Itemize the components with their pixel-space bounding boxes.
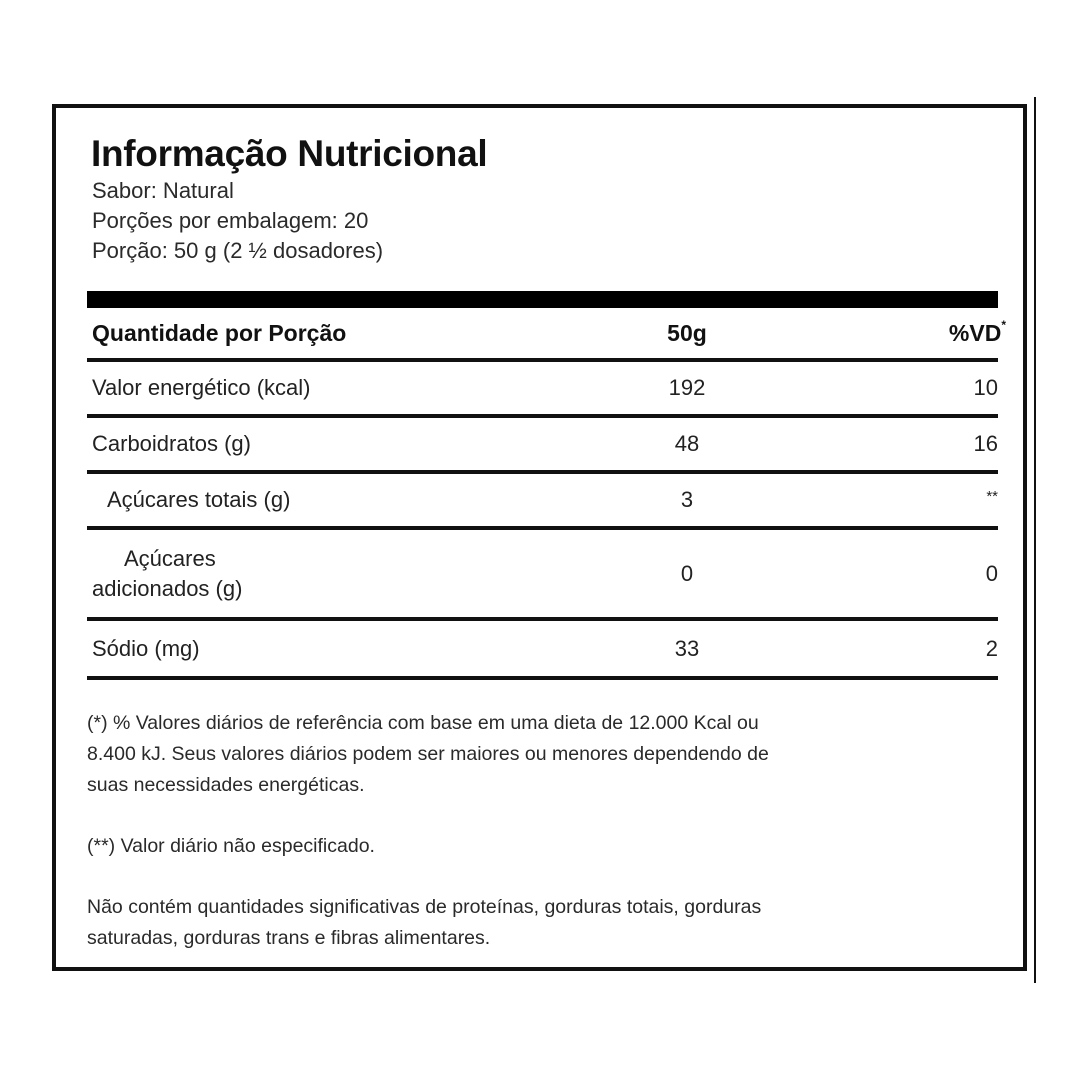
row-quantity: 0: [680, 560, 694, 586]
flavor-text: Sabor: Natural: [92, 178, 234, 203]
row-quantity: 48: [674, 431, 700, 456]
table-row: [87, 418, 998, 474]
serving-size-text: Porção: 50 g (2 ½ dosadores): [92, 238, 384, 263]
row-dv: 16: [973, 431, 998, 456]
row-quantity: 3: [680, 487, 694, 512]
nutrition-table: [87, 291, 1006, 680]
row-label: Carboidratos (g): [92, 431, 251, 456]
row-quantity: 33: [674, 635, 700, 661]
header-label: Quantidade por Porção: [92, 320, 347, 346]
footnotes: [87, 708, 987, 954]
row-label: Sódio (mg): [92, 635, 200, 661]
servings-per-package-text: Porções por embalagem: 20: [92, 208, 369, 233]
table-header-row: [87, 308, 1006, 362]
row-dv: 2: [985, 635, 998, 661]
table-row: [87, 621, 998, 680]
outer-vertical-rule: [1034, 97, 1036, 983]
header-dv: %VD*: [948, 317, 1006, 346]
row-dv: 10: [973, 375, 998, 400]
header-quantity: 50g: [667, 319, 707, 346]
row-dv: **: [986, 488, 998, 505]
row-quantity: 192: [668, 375, 706, 400]
nutrition-facts-label: [52, 104, 1027, 971]
row-label: Açúcares totais (g): [107, 487, 291, 512]
thick-divider: [87, 291, 998, 308]
label-title: Informação Nutricional: [91, 133, 488, 174]
footnote-dv-not-specified: (**) Valor diário não especificado.: [87, 835, 375, 857]
label-meta: [92, 176, 383, 266]
table-row: [87, 474, 998, 530]
row-label: Açúcares adicionados (g): [92, 545, 243, 601]
dv-asterisk: *: [1001, 317, 1006, 332]
footnote-not-significant: Não contém quantidades significativas de proteínas, gorduras totais, gorduras saturadas, gorduras trans e fibras alimentares.: [87, 896, 762, 949]
table-row: [87, 362, 998, 418]
footnote-dv-reference: (*) % Valores diários de referência com base em uma dieta de 12.000 Kcal ou 8.400 kJ. Seus valores diários podem ser maiores ou menores dependendo de suas necessidades energéticas.: [87, 712, 769, 796]
row-dv: 0: [985, 560, 998, 586]
row-label: Valor energético (kcal): [92, 375, 311, 400]
table-row: [87, 530, 998, 621]
